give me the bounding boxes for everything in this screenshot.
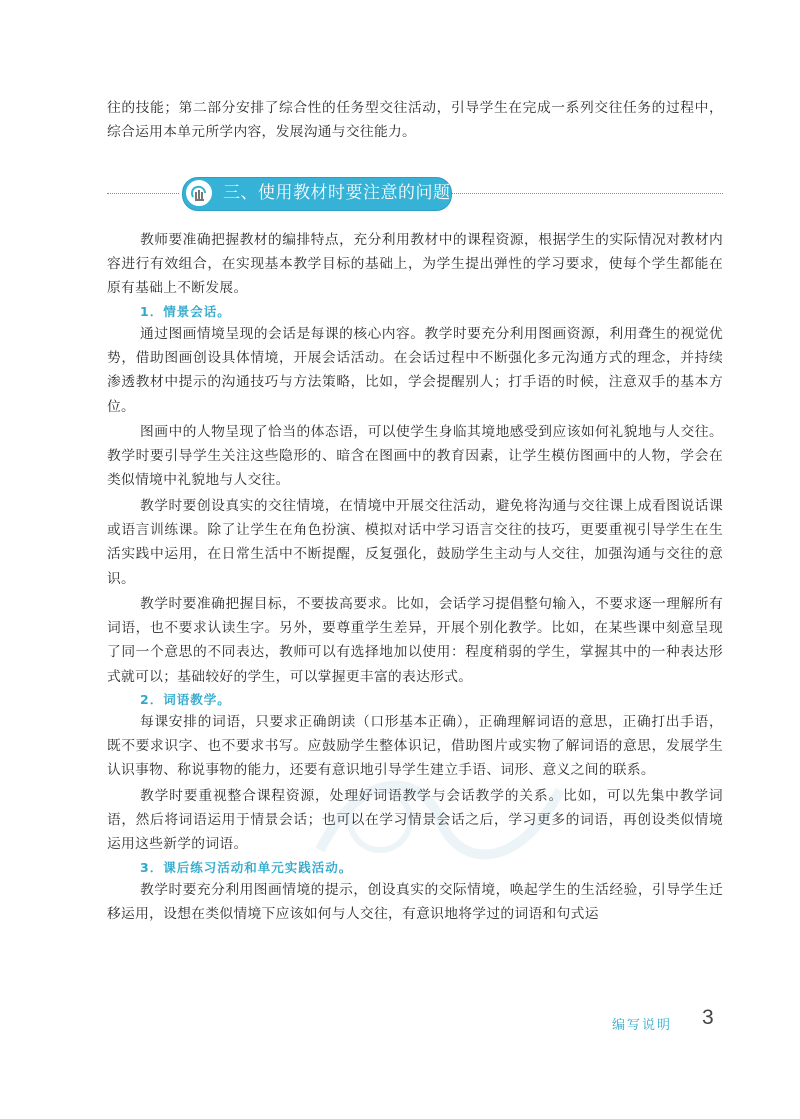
dotted-rule-left xyxy=(107,193,179,194)
paragraph-5: 教学时要准确把握目标，不要拔高要求。比如，会话学习提倡整句输入，不要求逐一理解所有词语，也不要求认读生字。另外，要尊重学生差异，开展个别化教学。比如，在某些课中刻意呈现了同一个意思的不同表达，教师可以有选择地加以使用：程度稍弱的学生，掌握其中的一种表达形式就可以；基础较好的学生，可以掌握更丰富的表达形式。 xyxy=(107,596,723,685)
subheading-1: 1．情景会话。 xyxy=(140,304,231,319)
paragraph-7: 教学时要重视整合课程资源，处理好词语教学与会话教学的关系。比如，可以先集中教学词语，然后将词语运用于情景会话；也可以在学习情景会话之后，学习更多的词语，再创设类似情境运用这些新学的词语。 xyxy=(107,788,723,853)
section-header xyxy=(107,176,723,210)
paragraph-6: 每课安排的词语，只要求正确朗读（口形基本正确），正确理解词语的意思，正确打出手语，既不要求识字、也不要求书写。应鼓励学生整体识记，借助图片或实物了解词语的意思，发展学生认识事物、称说事物的能力，还要有意识地引导学生建立手语、词形、意义之间的联系。 xyxy=(107,714,723,779)
paragraph-4: 教学时要创设真实的交往情境，在情境中开展交往活动，避免将沟通与交往课上成看图说话课或语言训练课。除了让学生在角色扮演、模拟对话中学习语言交往的技巧，更要重视引导学生在生活实践中运用，在日常生活中不断提醒，反复强化，鼓励学生主动与人交往，加强沟通与交往的意识。 xyxy=(107,498,723,587)
subheading-3: 3．课后练习活动和单元实践活动。 xyxy=(140,860,353,875)
paragraph-3: 图画中的人物呈现了恰当的体态语，可以使学生身临其境地感受到应该如何礼貌地与人交往。教学时要引导学生关注这些隐形的、暗含在图画中的教育因素，让学生模仿图画中的人物，学会在类似情境中礼貌地与人交往。 xyxy=(107,424,723,489)
paragraph-1: 教师要准确把握教材的编排特点，充分利用教材中的课程资源，根据学生的实际情况对教材内容进行有效组合，在实现基本教学目标的基础上，为学生提出弹性的学习要求，使每个学生都能在原有基础上不断发展。 xyxy=(107,232,723,297)
section-title: 三、使用教材时要注意的问题 xyxy=(223,183,451,203)
intro-paragraph: 往的技能；第二部分安排了综合性的任务型交往活动，引导学生在完成一系列交往任务的过程中，综合运用本单元所学内容，发展沟通与交往能力。 xyxy=(107,100,723,141)
paragraph-8: 教学时要充分利用图画情境的提示，创设真实的交际情境，唤起学生的生活经验，引导学生迁移运用，设想在类似情境下应该如何与人交往，有意识地将学过的词语和句式运 xyxy=(107,882,723,923)
paragraph-2: 通过图画情境呈现的会话是每课的核心内容。教学时要充分利用图画资源，利用聋生的视觉优势，借助图画创设具体情境，开展会话活动。在会话过程中不断强化多元沟通方式的理念，并持续渗透教材中提示的沟通技巧与方法策略，比如，学会提醒别人；打手语的时候，注意双手的基本方位。 xyxy=(107,326,723,415)
speech-hand-icon xyxy=(184,178,214,208)
subheading-2: 2．词语教学。 xyxy=(140,692,231,707)
dotted-rule-right xyxy=(450,193,723,194)
page-number: 3 xyxy=(702,1006,714,1029)
footer-label: 编写说明 xyxy=(612,1018,673,1033)
